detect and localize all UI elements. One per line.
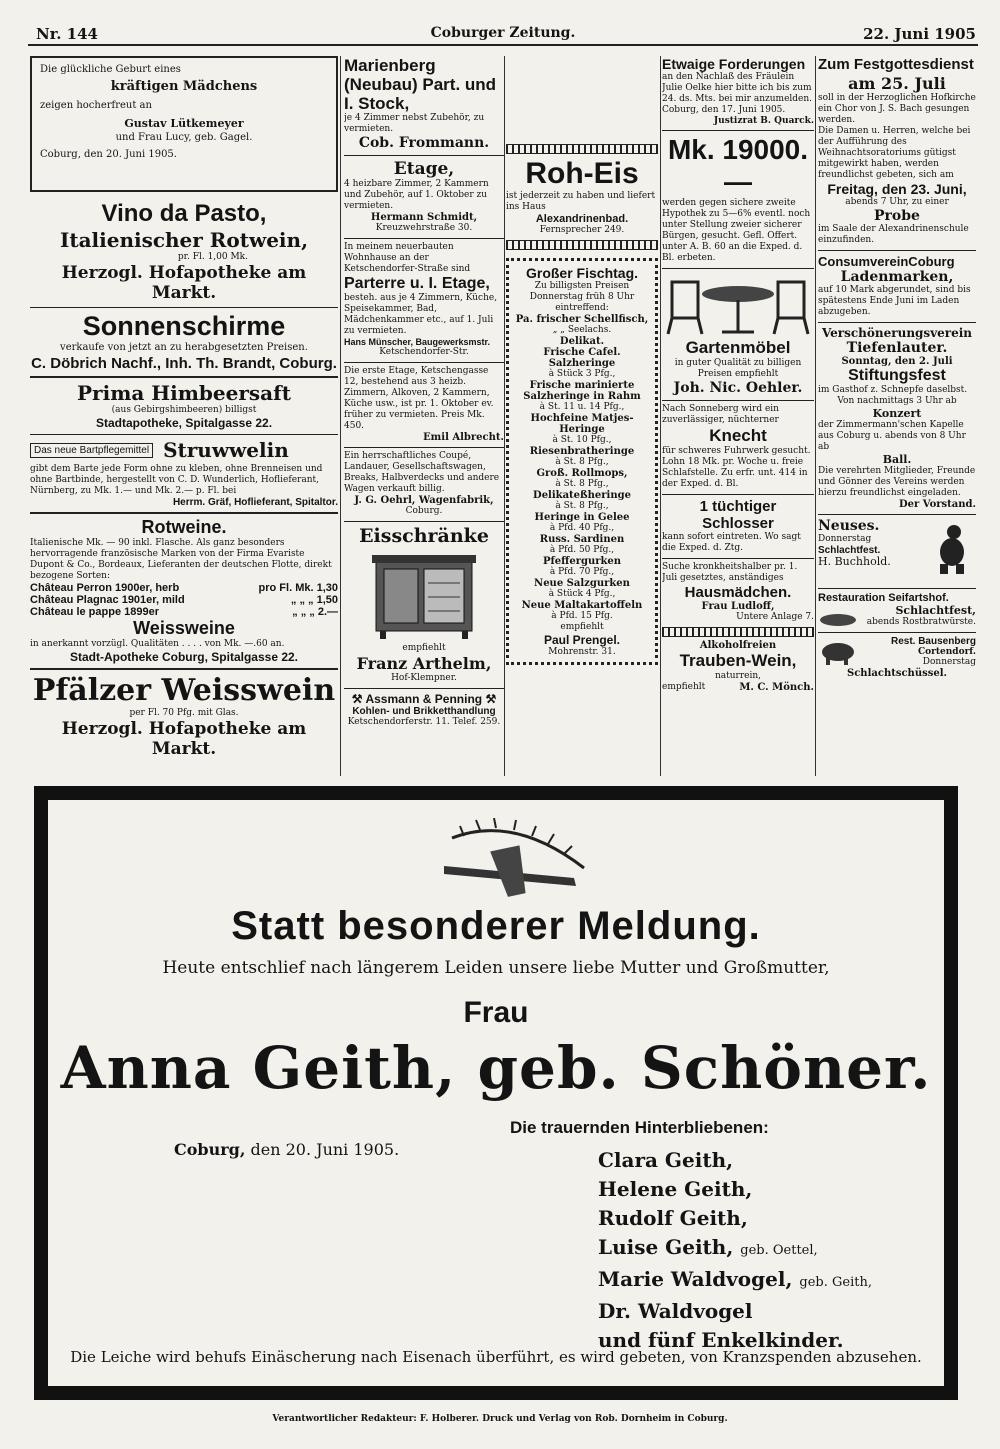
ad-text: besteh. aus je 4 Zimmern, Küche, Speisekammer, Bad, Mädchenkammer etc., auf 1. Juli zu vermieten. — [344, 293, 498, 336]
schlosser-ad — [662, 498, 814, 554]
pfaelzer-ad — [30, 673, 338, 759]
ornament-border — [662, 627, 814, 637]
birth-line: Die glückliche Geburt eines — [40, 64, 181, 75]
column-rule — [660, 56, 661, 776]
pig-illustration — [818, 638, 858, 666]
fish-item: Heringe in Gelee — [534, 512, 630, 523]
obituary-headline: Statt besonderer Meldung. — [231, 904, 761, 948]
column-4 — [662, 56, 814, 697]
column-rule — [340, 56, 341, 776]
ad-title: Vino da Pasto, — [101, 200, 267, 227]
wine-price: „ „ „ 2.— — [292, 606, 338, 618]
ad-shop: Stadtapotheke, Spitalgasse 22. — [95, 416, 273, 430]
ad-name: H. Buchhold. — [818, 555, 891, 568]
ad-title: Alkoholfreien — [699, 640, 777, 651]
ad-date: Sonntag, den 2. Juli — [841, 356, 953, 367]
erste-etage-ad — [344, 366, 504, 443]
ad-title: 1 tüchtiger Schlosser — [699, 498, 777, 532]
etage-ad — [344, 159, 504, 234]
ad-text: in anerkannt vorzügl. Qualitäten . . . . von Mk. —.60 an. — [30, 639, 285, 649]
fish-item: Frische Cafel. — [543, 347, 621, 358]
wine-name: Château le pappe 1899er — [30, 606, 160, 618]
column-rule — [815, 56, 816, 776]
fish-item: à Pfd. 50 Pfg., — [549, 545, 615, 555]
ad-text: in guter Qualität zu billigen Preisen empfiehlt — [674, 358, 802, 379]
ad-title: Pfälzer Weisswein — [32, 673, 336, 708]
fish-item: Pa. frischer Schellfisch, — [515, 314, 649, 325]
deceased-name: Anna Geith, geb. Schöner. — [60, 1034, 932, 1102]
ad-name: J. G. Oehrl, Wagenfabrik, — [354, 495, 494, 506]
ad-name: Frau Ludloff, — [701, 601, 775, 612]
ad-text: für schweres Fuhrwerk gesucht. Lohn 18 Mk. pr. Woche u. freie Schlafstelle. Zu erfr. unt. 414 in der Exped. d. Bl. — [662, 446, 811, 489]
fish-item: Russ. Sardinen — [539, 534, 625, 545]
fischtag-ad — [506, 258, 658, 665]
bear-illustration — [932, 522, 972, 576]
fish-item: Neue Salzgurken — [534, 578, 630, 589]
ad-text: verkaufe von jetzt an zu herabgesetzten Preisen. — [60, 342, 308, 353]
coupe-ad — [344, 451, 504, 517]
ad-title: Roh-Eis — [525, 157, 639, 190]
ad-shop: Herrm. Gräf, Hoflieferant, Spitaltor. — [172, 497, 338, 508]
mourner-name: Clara Geith, — [598, 1148, 734, 1172]
obituary-place: Coburg, — [174, 1140, 246, 1159]
fish-item: Hochfeine Matjes-Heringe — [530, 413, 634, 435]
fish-item: empfiehlt — [560, 622, 604, 632]
rotweine-ad — [30, 517, 338, 664]
mourners-title: Die trauernden Hinterbliebenen: — [510, 1118, 769, 1137]
ad-date: Freitag, den 23. Juni, — [827, 181, 967, 197]
vino-ad — [30, 200, 338, 303]
roast-illustration — [818, 608, 858, 628]
fish-item: Pfeffergurken — [542, 556, 622, 567]
eisschraenke-ad — [344, 525, 504, 684]
obituary-notice — [34, 786, 958, 1400]
obituary-date: den 20. Juni 1905. — [250, 1140, 400, 1159]
fish-list — [515, 314, 649, 633]
himbeersaft-ad — [30, 381, 338, 430]
ad-title: Marienberg (Neubau) Part. und I. Stock, — [344, 56, 497, 113]
ad-name: Cob. Frommann. — [358, 135, 490, 151]
ad-title: Neuses. — [818, 518, 880, 534]
mourner-name: Luise Geith, — [598, 1235, 734, 1259]
icebox-illustration — [354, 549, 494, 641]
ad-tag: Das neue Bartpflegemittel — [30, 443, 153, 458]
ad-name: Paul Prengel. — [543, 633, 621, 647]
birth-line: zeigen hocherfreut an — [40, 100, 152, 111]
ad-title: Rotweine. — [141, 517, 227, 537]
ad-text: gibt dem Barte jede Form ohne zu kleben, ohne Brenneisen und ohne Bartbinde, hergestellt von C. D. Wunderlich, Hoflieferant, Nürnberg, zu Mk. 1.— und Mk. 2.— p. Fl. bei — [30, 464, 323, 496]
wine-row — [30, 606, 338, 618]
ad-address: Mohrenstr. 31. — [548, 647, 616, 657]
parterre-ad — [344, 242, 504, 358]
fish-item: à St. 11 u. 14 Pfg., — [539, 402, 625, 412]
ad-title: Rest. Bausenberg — [890, 636, 976, 647]
obituary-footer: Die Leiche wird behufs Einäscherung nach Eisenach überführt, es wird gebeten, von Kranzspenden abzusehen. — [70, 1348, 922, 1366]
mourners-list — [598, 1146, 872, 1355]
mourner-name: Rudolf Geith, — [598, 1206, 748, 1230]
ad-title: Gartenmöbel — [685, 338, 791, 357]
ad-address: Coburg. — [405, 506, 443, 516]
birth-line: kräftigen Mädchens — [110, 79, 258, 94]
ad-text: In meinem neuerbauten Wohnhause an der Ketschendorfer-Straße sind — [344, 242, 471, 274]
ad-address: Ketschendorfer-Str. — [379, 347, 469, 357]
roh-eis-ad — [506, 157, 658, 236]
ad-address: Kreuzwehrstraße 30. — [375, 223, 473, 233]
ad-title: Etage, — [393, 159, 455, 179]
ad-shop: Stadt-Apotheke Coburg, Spitalgasse 22. — [69, 650, 299, 664]
mourner-name: Dr. Waldvogel — [598, 1299, 753, 1323]
ad-text: Nach Sonneberg wird ein zuverlässiger, nüchterner — [662, 404, 779, 425]
ad-text: werden gegen sichere zweite Hypothek zu 5—6% eventl. noch unter Stellung zweier sicherer Bürgen, gesucht. Gefl. Offert. unter A. B. 60 an die Exped. d. Bl. erbeten. — [662, 198, 811, 263]
ad-subtitle: Schlachtfest, — [895, 604, 976, 617]
fish-item: Groß. Rollmops, — [536, 468, 628, 479]
cross-palm-illustration — [424, 818, 594, 898]
garden-furniture-illustration — [662, 272, 812, 338]
ad-name: Hans Münscher, Baugewerksmstr. — [344, 337, 491, 347]
ornament-border — [506, 144, 658, 154]
ad-title: Restauration Seifartshof. — [818, 592, 949, 604]
ad-text: im Saale der Alexandrinenschule einzufinden. — [818, 224, 969, 245]
knecht-ad — [662, 404, 814, 490]
assmann-ad — [344, 692, 504, 728]
ad-title: Konzert — [872, 407, 922, 420]
ad-title: Großer Fischtag. — [525, 265, 639, 281]
ad-title: Mk. 19000.— — [667, 134, 809, 197]
ad-text: auf 10 Mark abgerundet, sind bis spätestens Ende Juni im Laden abzugeben. — [818, 285, 971, 317]
ad-text: Donnerstag — [818, 534, 872, 544]
ornament-border — [506, 240, 658, 250]
ad-text: Die Damen u. Herren, welche bei der Aufführung des Weihnachtsoratoriums gütigst mitgewirkt haben, werden freundlichst gebeten, sich am — [818, 126, 971, 180]
fish-item: à St. 8 Pfg., — [555, 501, 609, 511]
ad-name: Franz Arthelm, — [356, 654, 492, 673]
ad-title: Tiefenlauter. — [846, 340, 948, 356]
ad-title: ConsumvereinCoburg — [818, 254, 955, 269]
column-2 — [344, 56, 504, 732]
mourner-name: und fünf Enkelkinder. — [598, 1328, 844, 1352]
forderungen-ad — [662, 56, 814, 126]
ad-text: abends 7 Uhr, zu einer — [845, 197, 949, 207]
wine-list — [30, 582, 338, 618]
mourner — [598, 1146, 872, 1175]
ad-title: Schlachtfest. — [818, 545, 881, 556]
wine-name: Château Perron 1900er, herb — [30, 582, 180, 594]
ad-phone: Fernsprecher 249. — [539, 225, 625, 235]
ad-price: per Fl. 70 Pfg. mit Glas. — [129, 708, 239, 718]
fish-item: Riesenbratheringe — [529, 446, 635, 457]
ad-text: je 4 Zimmer nebst Zubehör, zu vermieten. — [344, 113, 485, 134]
ad-title: Sonnenschirme — [82, 311, 286, 341]
ad-text: empfiehlt — [402, 643, 446, 653]
ad-text: Italienische Mk. — 90 inkl. Flasche. Als ganz besonders hervorragende französische Marken von der Firma Evariste Dupont & Co., Bordeaux, Lieferanten der deutschen Flotte, direkt bezogene Sorten: — [30, 538, 332, 581]
ad-text: Kohlen- und Brikketthandlung — [352, 706, 496, 717]
marienberg-ad — [344, 56, 504, 151]
ad-title: Verschönerungsverein — [821, 326, 973, 340]
fish-item: à Pfd. 15 Pfg. — [551, 611, 613, 621]
ad-name: M. C. Mönch. — [739, 682, 814, 693]
gartenmoebel-ad — [662, 272, 814, 396]
ad-text: Donnerstag — [922, 657, 976, 667]
fish-item: Neue Maltakartoffeln — [521, 600, 643, 611]
ad-text: Ein herrschaftliches Coupé, Landauer, Gesellschaftswagen, Breaks, Halbverdecks und andere Wagen verkauft billig. — [344, 451, 500, 494]
ad-text: Die verehrten Mitglieder, Freunde und Gönner des Vereins werden hierzu freundlichst eingeladen. — [818, 466, 976, 498]
fish-item: à Stück 4 Pfg., — [548, 589, 616, 599]
fish-item: à St. 8 Pfg., — [555, 457, 609, 467]
wine-price: „ „ „ 1,50 — [290, 594, 338, 606]
column-3 — [506, 56, 658, 669]
seifartshof-ad — [818, 592, 976, 628]
consumverein-ad — [818, 254, 976, 318]
fish-item: à St. 8 Pfg., — [555, 479, 609, 489]
struwwelin-ad — [30, 438, 338, 508]
ad-text: 4 heizbare Zimmer, 2 Kammern und Zubehör, auf 1. Oktober zu vermieten. — [344, 179, 489, 211]
mourner-note: geb. Oettel, — [740, 1243, 818, 1258]
ad-text: Suche kronkheitshalber pr. 1. Juli gesetztes, anständiges — [662, 562, 798, 583]
birth-line: Coburg, den 20. Juni 1905. — [40, 149, 177, 160]
ad-text: Die erste Etage, Ketschengasse 12, bestehend aus 3 heizb. Zimmern, Alkoven, 2 Kammern, Küche usw., ist pr. 1. Oktober ev. früher zu vermieten. Preis Mk. 450. — [344, 366, 494, 431]
ad-name: Justizrat B. Quarck. — [713, 116, 814, 126]
ad-text: Cortendorf. — [917, 647, 976, 657]
hypothek-ad — [662, 134, 814, 264]
fish-item: Delikateßheringe — [533, 490, 631, 501]
ad-text: Schlachtschüssel. — [847, 668, 947, 679]
column-rule — [504, 56, 505, 776]
issue-number: Nr. 144 — [36, 25, 98, 43]
mourner — [598, 1204, 872, 1233]
ad-title: Knecht — [709, 426, 767, 445]
ad-title: Eisschränke — [359, 525, 489, 547]
birth-line: und Frau Lucy, geb. Gagel. — [115, 132, 253, 143]
ad-title: Parterre u. I. Etage, — [344, 275, 490, 292]
ad-name: Emil Albrecht. — [423, 432, 504, 443]
ad-place: Coburg, den 17. Juni 1905. — [662, 105, 786, 115]
birth-line: Gustav Lütkemeyer — [124, 117, 244, 130]
ad-text: der Zimmermann'schen Kapelle aus Coburg u. abends von 8 Uhr ab — [818, 420, 966, 452]
mourner — [598, 1233, 872, 1265]
bausenberg-ad — [818, 636, 976, 679]
ad-shop: Herzogl. Hofapotheke am Markt. — [61, 263, 307, 303]
ad-name: Hermann Schmidt, — [370, 212, 478, 223]
ad-text: kann sofort eintreten. Wo sagt die Exped. d. Ztg. — [662, 532, 801, 553]
fish-item: à Pfd. 70 Pfg., — [549, 567, 615, 577]
festgottesdienst-ad — [818, 56, 976, 246]
ad-name: Joh. Nic. Oehler. — [673, 380, 803, 396]
ad-subtitle: Italienischer Rotwein, — [59, 228, 309, 252]
ad-title: Etwaige Forderungen — [662, 56, 806, 72]
verschoenerungsverein-ad — [818, 326, 976, 510]
ad-text: abends Rostbratwürste. — [866, 617, 976, 627]
mourner-name: Marie Waldvogel, — [598, 1267, 793, 1291]
fish-item: à Pfd. 40 Pfg., — [549, 523, 615, 533]
ad-text: Von nachmittags 3 Uhr ab — [837, 396, 957, 406]
ad-title: Trauben-Wein, — [679, 651, 797, 670]
mourner-name: Helene Geith, — [598, 1177, 753, 1201]
fish-item: à Stück 3 Pfg., — [548, 369, 616, 379]
fish-item: Frische marinierte Salzheringe in Rahm — [523, 380, 641, 402]
fish-item: Salzheringe — [548, 358, 616, 369]
wine-price: pro Fl. Mk. 1,30 — [258, 582, 338, 594]
fish-item: à St. 10 Pfg., — [552, 435, 612, 445]
ad-name: Alexandrinenbad. — [535, 213, 629, 225]
imprint: Verantwortlicher Redakteur: F. Holberer. Druck und Verlag von Rob. Dornheim in Coburg. — [272, 1414, 728, 1424]
column-5 — [818, 56, 976, 683]
ad-title: Probe — [874, 208, 920, 224]
ad-text: an den Nachlaß des Fräulein Julie Oelke hier bitte ich bis zum 24. ds. Mts. bei mir anzumelden. — [662, 72, 813, 104]
ad-text: soll in der Herzoglichen Hofkirche ein Chor von J. S. Bach gesungen werden. — [818, 93, 976, 125]
ad-text: Hof-Klempner. — [391, 673, 457, 683]
obituary-place-date — [174, 1140, 399, 1159]
ad-name: Der Vorstand. — [898, 499, 976, 510]
ad-text: (aus Gebirgshimbeeren) billigst — [111, 405, 257, 415]
mourner — [598, 1265, 872, 1297]
wine-name: Château Plagnac 1901er, mild — [30, 594, 185, 606]
neuses-ad — [818, 518, 976, 584]
ad-subtitle: Ladenmarken, — [840, 269, 954, 285]
ad-text: Zu billigsten Preisen Donnerstag früh 8 Uhr eintreffend: — [529, 281, 635, 313]
paper-title: Coburger Zeitung. — [430, 25, 576, 41]
wine-row — [30, 582, 338, 594]
birth-announcement — [30, 56, 338, 192]
ad-text: ist jederzeit zu haben und liefert ins Haus — [506, 191, 656, 212]
ad-text: empfiehlt — [662, 682, 706, 692]
mourner — [598, 1175, 872, 1204]
ad-text: naturrein, — [714, 671, 762, 681]
ad-title: Prima Himbeersaft — [77, 381, 291, 405]
ad-title: Stiftungsfest — [848, 367, 946, 384]
ad-text: im Gasthof z. Schnepfe daselbst. — [818, 385, 968, 395]
ad-title-text: Assmann & Penning — [365, 692, 483, 706]
obituary-frau: Frau — [463, 996, 529, 1029]
column-1 — [30, 56, 338, 763]
fish-item: „ „ Seelachs. — [552, 325, 612, 335]
mourner — [598, 1297, 872, 1326]
hammer-icon: ⚒ — [482, 692, 497, 706]
ad-shop: C. Döbrich Nachf., Inh. Th. Brandt, Coburg. — [31, 355, 337, 372]
ad-shop: Herzogl. Hofapotheke am Markt. — [61, 719, 307, 759]
mourner-note: geb. Geith, — [799, 1275, 872, 1290]
ad-title: Zum Festgottesdienst — [818, 56, 974, 73]
ad-address: Ketschendorferstr. 11. Telef. 259. — [347, 717, 501, 727]
ad-title: Hausmädchen. — [684, 584, 792, 601]
traubenwein-ad — [662, 640, 814, 693]
wine-row — [30, 594, 338, 606]
ad-address: Untere Anlage 7. — [736, 612, 814, 622]
sonnenschirme-ad — [30, 311, 338, 372]
ad-price: pr. Fl. 1,00 Mk. — [177, 252, 248, 262]
fish-item: Delikat. — [559, 336, 605, 347]
hausmaedchen-ad — [662, 562, 814, 623]
ad-title: Struwwelin — [163, 438, 289, 462]
ad-title: Ball. — [882, 453, 912, 466]
issue-date: 22. Juni 1905 — [863, 25, 976, 43]
ad-title — [344, 692, 504, 706]
ad-title: Weissweine — [133, 618, 235, 638]
masthead — [28, 22, 978, 46]
hammer-icon: ⚒ — [351, 692, 366, 706]
obituary-text: Heute entschlief nach längerem Leiden unsere liebe Mutter und Großmutter, — [162, 958, 830, 978]
ad-date: am 25. Juli — [848, 74, 946, 93]
